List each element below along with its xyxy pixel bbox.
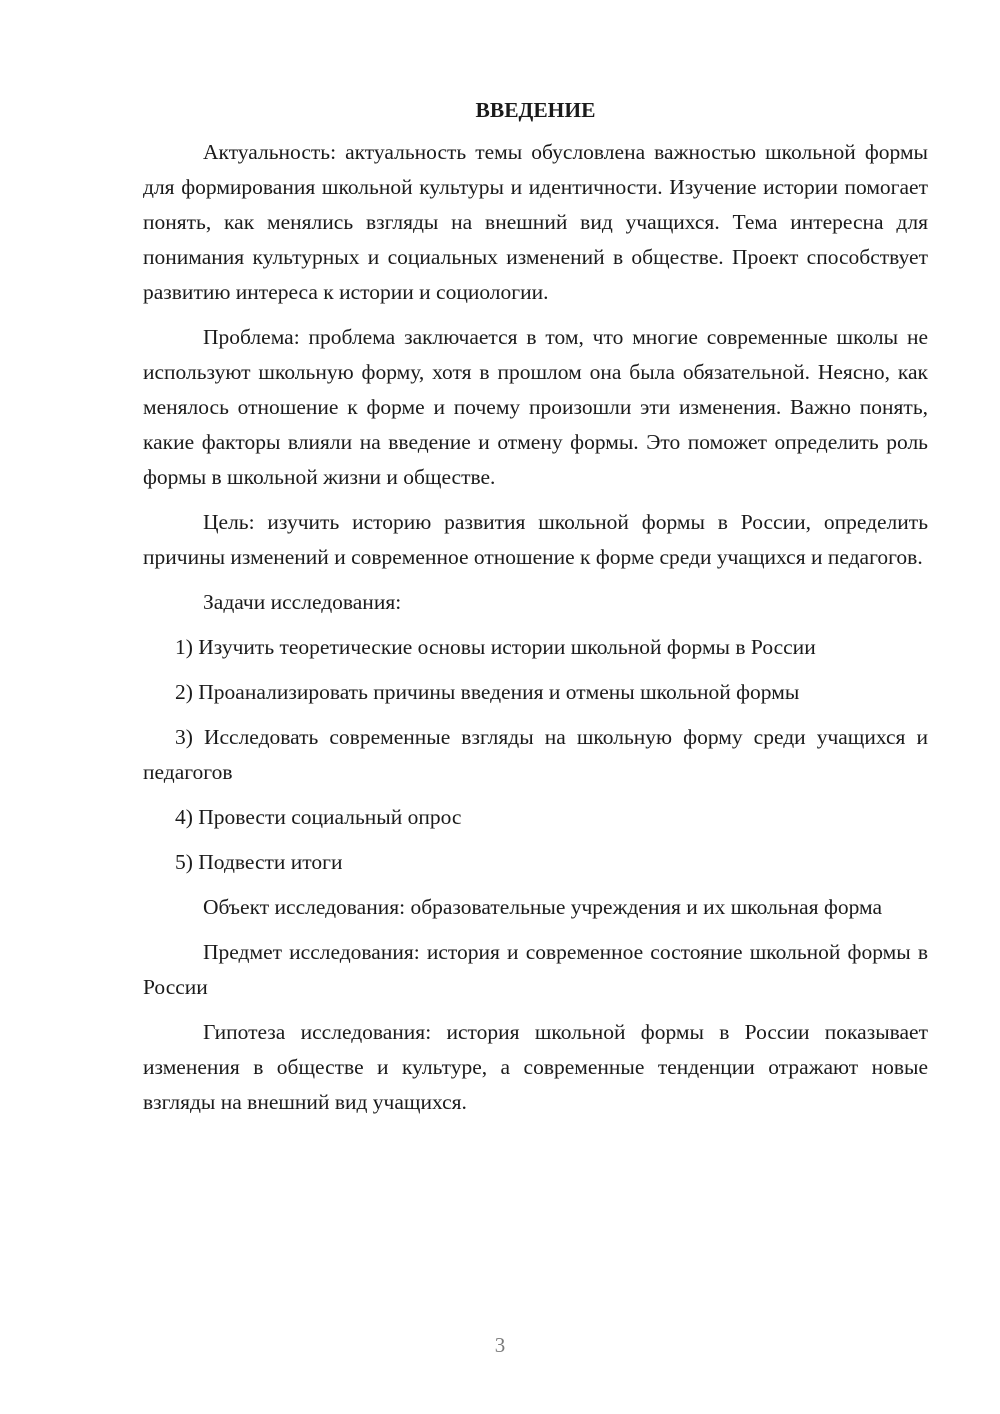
task-item-3: 3) Исследовать современные взгляды на школьную форму среди учащихся и педагогов [143,725,928,784]
hypothesis-paragraph: Гипотеза исследования: история школьной формы в России показывает изменения в обществе и культуре, а современные тенденции отражают новые взгляды на внешний вид учащихся. [143,1020,928,1114]
task-item-5: 5) Подвести итоги [175,850,343,874]
page-number: 3 [494,1333,506,1357]
object-paragraph: Объект исследования: образовательные учреждения и их школьная форма [203,895,883,919]
relevance-paragraph: Актуальность: актуальность темы обусловлена важностью школьной формы для формирования школьной культуры и идентичности. Изучение истории помогает понять, как менялись взгляды на внешний вид учащихся. Тема интересна для понимания культурных и социальных изменений в обществе. Проект способствует развитию интереса к истории и социологии. [143,140,928,304]
task-item-4: 4) Провести социальный опрос [175,805,462,829]
goal-paragraph: Цель: изучить историю развития школьной формы в России, определить причины изменений и современное отношение к форме среди учащихся и педагогов. [143,510,928,569]
task-item-2: 2) Проанализировать причины введения и отмены школьной формы [175,680,800,704]
section-title: ВВЕДЕНИЕ [475,98,596,122]
document-page [143,95,928,1130]
problem-paragraph: Проблема: проблема заключается в том, что многие современные школы не используют школьную форму, хотя в прошлом она была обязательной. Неясно, как менялось отношение к форме и почему произошли эти изменения. Важно понять, какие факторы влияли на введение и отмену формы. Это поможет определить роль формы в школьной жизни и обществе. [143,325,928,489]
subject-paragraph: Предмет исследования: история и современное состояние школьной формы в России [143,940,928,999]
tasks-heading: Задачи исследования: [203,590,402,614]
task-item-1: 1) Изучить теоретические основы истории школьной формы в России [175,635,816,659]
